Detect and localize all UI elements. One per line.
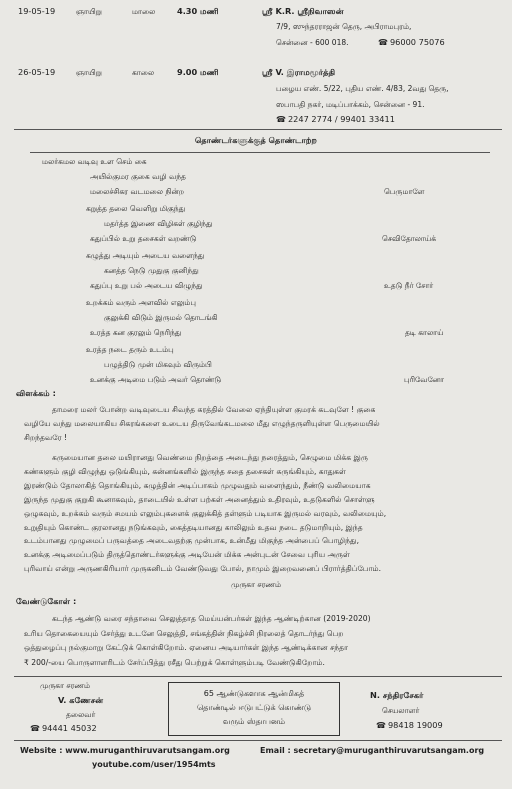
explanation-heading: விளக்கம் : [16, 388, 56, 398]
verse-3-end: உதடு நீர் சோர் [384, 281, 434, 290]
event-1-phone: 96000 75076 [389, 37, 445, 47]
center-line: வரும் ஸ்தாபனம் [222, 717, 286, 726]
request-heading: வேண்டுகோள் : [16, 596, 77, 606]
president-role: தலைவர் [66, 710, 96, 719]
explanation-line: தாமரை மலர் போன்ற வடிவுடைய சிவந்த கரத்தில் வேலை ஏந்தியுள்ள குமரக் கடவுளே ! குகை [52, 405, 376, 414]
verse-5-end: புரிவேனோ [404, 375, 444, 384]
event-2-phone-wrap [276, 114, 395, 124]
meaning-line: புரிவாய் என்று அருணகிரியார் முருகனிடம் வேண்டுவது போல், நாமும் இறைவனைப் பிரார்த்திப்போம். [24, 564, 382, 574]
event-2-address-2: ஸபாபதி நகர், மடிப்பாக்கம், சென்னை - 91. [276, 100, 425, 109]
verse-2-line-2: மதர்த்த இணை விழிகள் குழிந்து [104, 219, 213, 228]
divider [14, 676, 502, 677]
verse-4-line-3: உரத்த கன குரலும் நெரிந்து [90, 328, 182, 337]
email-link[interactable]: Email : secretary@muruganthiruvarutsangam.org [260, 746, 485, 755]
event-2-address-1: பழைய எண். 5/22, புதிய எண். 4/83, 2வது தெரு, [276, 84, 449, 93]
request-line: ₹ 200/-யை பொருளாளரிடம் சேர்ப்பித்து ரசீது பெற்றுக் கொள்ளும்படி வேண்டுகிறோம். [24, 657, 325, 667]
youtube-link[interactable]: youtube.com/user/1954mts [92, 760, 216, 769]
verse-1-end: பெருமாளே [384, 187, 425, 196]
center-line: 65 ஆண்டுகளாக ஆன்மிகத் [203, 689, 305, 698]
phone-icon: ☎ [376, 721, 386, 730]
verse-3-line-3: கதுப்பு உறு பல் அடைய விழுந்து [90, 281, 203, 290]
center-line: தொண்டில் ஈடுபட்டுக் கொண்டு [196, 703, 312, 712]
event-1-name: ஸ்ரீ K.R. ஸ்ரீநிவாஸன் [262, 6, 344, 16]
event-2-date: 26-05-19 [18, 67, 56, 77]
verse-3-line-2: கனத்த நெடு முதுகு குனிந்து [104, 266, 199, 275]
phone-icon: ☎ [378, 38, 388, 47]
verse-2-line-3: கதுப்பில் உறு தசைகள் வறண்டு [90, 234, 197, 243]
event-1-address: 7/9, ஸுந்தரராஜன் தெரு, அபிராமபுரம், [276, 22, 412, 31]
verse-5-line-3: உனக்கு அடிமை படும் அவர் தொண்டு [90, 375, 222, 384]
phone-icon: ☎ [276, 115, 286, 124]
event-2-name: ஸ்ரீ V. இராமமூர்த்தி [262, 67, 336, 77]
meaning-line: உறுதியும் கொண்ட குரலானது நடுங்கவும், கைத்தடியானது காலிலும் உதவ நடை தடுமாறியும், இந்த [24, 522, 363, 532]
section-title: தொண்டர்களுக்குத் தொண்டாற்ற [195, 135, 317, 145]
event-2-session: காலை [132, 68, 155, 77]
request-text [24, 612, 494, 670]
meaning-line: ஒழுகவும், உறக்கம் வரும் சமயம் எலும்புகளைக் குலுக்கித் தள்ளும் படியாக இருமல் வரவும், வலிமையும், [24, 508, 387, 518]
meaning-line: கண்களும் குழி விழுந்து ஒடுங்கியும், கன்னங்களில் இருந்த சதை தசைகள் சுருங்கியும், காதுகள் [24, 466, 346, 476]
phone-icon: ☎ [30, 724, 40, 733]
footer-center-box [168, 682, 340, 736]
request-line: உரிய தொகையையும் சேர்த்து உடனே செலுத்தி, சங்கத்தின் நிகழ்ச்சி நிரலைத் தொடர்ந்து பெற [24, 628, 344, 638]
meaning-line: இரண்டும் தோலாகித் தொங்கியும், கழுத்தின் அடிப்பாகம் முழுவதும் வளைந்தும், நீண்டு வலிமையாக [24, 480, 371, 490]
divider [14, 129, 502, 130]
event-1-day: ஞாயிறு [76, 7, 102, 16]
verse-2-line-1: கறுத்த தலை வெளிறு மிகுந்து [86, 204, 186, 213]
meaning-line: உனக்கு அடிமைப்படும் திருத்தொண்டர்களுக்கு அடியேன் மிக்க அன்புடன் சேவை புரிய அருள் [24, 550, 350, 560]
footer-left-saranam: முருகா சரணம் [40, 681, 90, 690]
president-phone: 94441 45032 [41, 723, 97, 733]
event-2-phone: 2247 2774 / 99401 33411 [287, 114, 395, 124]
verse-3-line-1: கழுத்து அடியும் அடைய வளைந்து [86, 251, 205, 260]
event-1-session: மாலை [132, 7, 156, 16]
event-1-phone-wrap [378, 37, 445, 47]
meaning-line: கருமையான தலை மயிரானது வெண்மை நிறத்தை அடைந்து நரைத்தும், செழுமை மிக்க இரு [52, 453, 368, 462]
divider [30, 152, 490, 153]
event-1-date: 19-05-19 [18, 6, 56, 16]
verse-5-line-1: உரத்த நடை தரும் உடம்பு [86, 345, 174, 354]
president-phone-wrap [30, 723, 97, 733]
event-1-time: 4.30 மணி [177, 6, 219, 16]
secretary-name: N. சந்திரசேகர் [370, 690, 424, 700]
verse-4-line-1: உறக்கம் வரும் அளவில் எலும்பு [86, 298, 196, 307]
request-line: ஒத்துழைப்பு நல்குமாறு கேட்டுக் கொள்கிறோம். ஏனைய அடியார்கள் இந்த ஆண்டிக்கான சந்தா [24, 643, 349, 652]
verse-1-line-3: மலைச்சிகர வடமலை நின்ற [90, 187, 184, 196]
muruga-saranam: முருகா சரணம் [231, 580, 281, 589]
verse-1-line-1: மலர்கமல வடிவு உள செம் கை [42, 157, 147, 166]
verse-2-end: செவிதோலாய்க் [382, 234, 437, 243]
president-name: V. கணேசன் [58, 695, 104, 705]
verse-1-line-2: அயில்குமர குகை வழி வந்த [90, 172, 186, 181]
meaning-text [24, 451, 494, 576]
website-link[interactable]: Website : www.muruganthiruvarutsangam.org [20, 746, 230, 755]
event-2-day: ஞாயிறு [76, 68, 102, 77]
explanation-line: சிறந்தவரே ! [24, 432, 67, 442]
event-1-city: சென்னை - 600 018. [276, 38, 349, 47]
divider [14, 740, 502, 741]
explanation-text [24, 403, 494, 445]
verse-5-line-2: பழுத்திடு முன் மிகவும் விரும்பி [104, 360, 212, 369]
secretary-role: செயலாளர் [382, 706, 420, 715]
event-2-time: 9.00 மணி [177, 67, 219, 77]
meaning-line: இருந்த முதுகு குறுகி கூனாகவும், தாடையில் உள்ள பற்கள் அனைத்தும் உதிரவும், உதடுகளில் சொள்ளு [24, 494, 375, 504]
footer-center-text [169, 687, 339, 729]
secretary-phone: 98418 19009 [387, 720, 443, 730]
explanation-line: வழியே வந்து மலையாகிய சிகரங்களை உடைய திருவேங்கடமலை மீது எழுந்தருளியுள்ள பெருமையில் [24, 418, 380, 428]
secretary-phone-wrap [376, 720, 443, 730]
meaning-line: உடம்பானது முழுமைப் பருவத்தை அடைவதற்கு முன்பாக, உன்மீது மிகுந்த அன்பைப் பொழிந்து, [24, 536, 360, 546]
verse-4-line-2: குலுக்கி விடும் இருமல் தொடங்கி [104, 313, 218, 322]
request-line: கடந்த ஆண்டு வரை சந்தாவை செலுத்தாத மெய்யன்பர்கள் இந்த ஆண்டிற்கான (2019-2020) [52, 614, 371, 623]
verse-4-end: தடி காலாய் [405, 328, 444, 337]
